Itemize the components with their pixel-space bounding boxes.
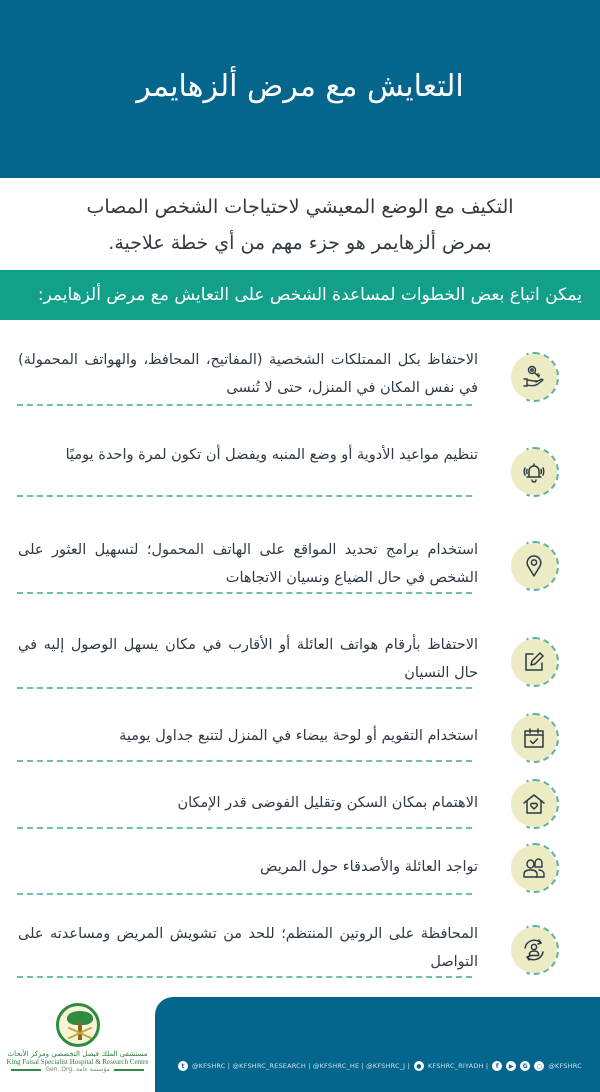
key-in-hand-icon [511, 354, 557, 400]
title-banner [0, 0, 600, 178]
youtube-icon[interactable]: ▶ [506, 1061, 516, 1071]
intro-line-2: بمرض ألزهايمر هو جزء مهم من أي خطة علاجية. [108, 232, 492, 254]
intro-line-1: التكيف مع الوضع المعيشي لاحتياجات الشخص المصاب [86, 196, 514, 218]
intro-text [0, 180, 600, 270]
page-title: التعايش مع مرض ألزهايمر [136, 68, 464, 104]
item-text: المحافظة على الروتين المنتظم؛ للحد من تشويش المريض ومساعدته على التواصل [18, 926, 478, 970]
palm-swords-emblem-icon [56, 1003, 100, 1047]
logo-org-text: Gen. Org. مؤسسة عامة [45, 1066, 110, 1073]
house-heart-icon [511, 781, 557, 827]
item-text: الاحتفاظ بأرقام هواتف العائلة أو الأقارب في مكان يسهل الوصول إليه في حال النسيان [18, 637, 478, 681]
list-item [0, 430, 600, 498]
list-item [0, 845, 600, 895]
steps-heading: يمكن اتباع بعض الخطوات لمساعدة الشخص على التعايش مع مرض ألزهايمر: [37, 285, 582, 305]
snapchat-icon[interactable]: ● [414, 1061, 424, 1071]
logo-arabic-name: مستشفى الملك فيصل التخصصي ومركز الأبحاث [7, 1050, 148, 1058]
calendar-check-icon [511, 715, 557, 761]
dashed-divider [17, 893, 472, 895]
list-item [0, 340, 600, 406]
bell-icon [511, 449, 557, 495]
list-item [0, 918, 600, 978]
family-people-icon [511, 845, 557, 891]
twitter-icon[interactable]: t [178, 1061, 188, 1071]
dashed-divider [17, 760, 472, 762]
facebook-icon[interactable]: f [492, 1061, 502, 1071]
logo-english-name: King Faisal Specialist Hospital & Research Centre [6, 1058, 149, 1066]
snapchat-handle[interactable]: KFSHRC_RIYADH | [427, 1062, 489, 1070]
dashed-divider [17, 404, 472, 406]
steps-heading-band [0, 270, 600, 320]
list-item [0, 530, 600, 594]
item-text: استخدام التقويم أو لوحة بيضاء في المنزل لتتبع جداول يومية [119, 728, 478, 744]
divider [114, 1069, 144, 1071]
dashed-divider [17, 495, 472, 497]
social-handles [178, 1058, 598, 1074]
item-text: الاهتمام بمكان السكن وتقليل الفوضى قدر الإمكان [177, 795, 478, 811]
dashed-divider [17, 687, 472, 689]
dashed-divider [17, 976, 472, 978]
hospital-logo [0, 998, 155, 1092]
list-item [0, 625, 600, 689]
edit-note-icon [511, 639, 557, 685]
google-plus-icon[interactable]: G [520, 1061, 530, 1071]
other-handle[interactable]: @KFSHRC [548, 1062, 582, 1070]
twitter-handles[interactable]: @KFSHRC | @KFSHRC_RESEARCH | @KFSHRC_HE | @KFSHRC_J | [192, 1062, 410, 1070]
item-text: تنظيم مواعيد الأدوية أو وضع المنبه ويفضل أن تكون لمرة واحدة يوميًا [65, 447, 478, 463]
instagram-icon[interactable]: ○ [534, 1061, 544, 1071]
divider [11, 1069, 41, 1071]
logo-org [11, 1066, 143, 1073]
item-text: الاحتفاظ بكل الممتلكات الشخصية (المفاتيح، المحافظ، والهواتف المحمولة) في نفس المكان في المنزل، حتى لا تُنسى [18, 352, 478, 396]
dashed-divider [17, 592, 472, 594]
footer-social-bar [155, 997, 600, 1092]
list-item [0, 778, 600, 829]
item-text: تواجد العائلة والأصدقاء حول المريض [259, 859, 478, 875]
item-text: استخدام برامج تحديد المواقع على الهاتف المحمول؛ لتسهيل العثور على الشخص في حال الضياع ونسيان الاتجاهات [18, 542, 478, 586]
location-pin-icon [511, 543, 557, 589]
dashed-divider [17, 827, 472, 829]
list-item [0, 710, 600, 762]
person-routine-icon [511, 927, 557, 973]
